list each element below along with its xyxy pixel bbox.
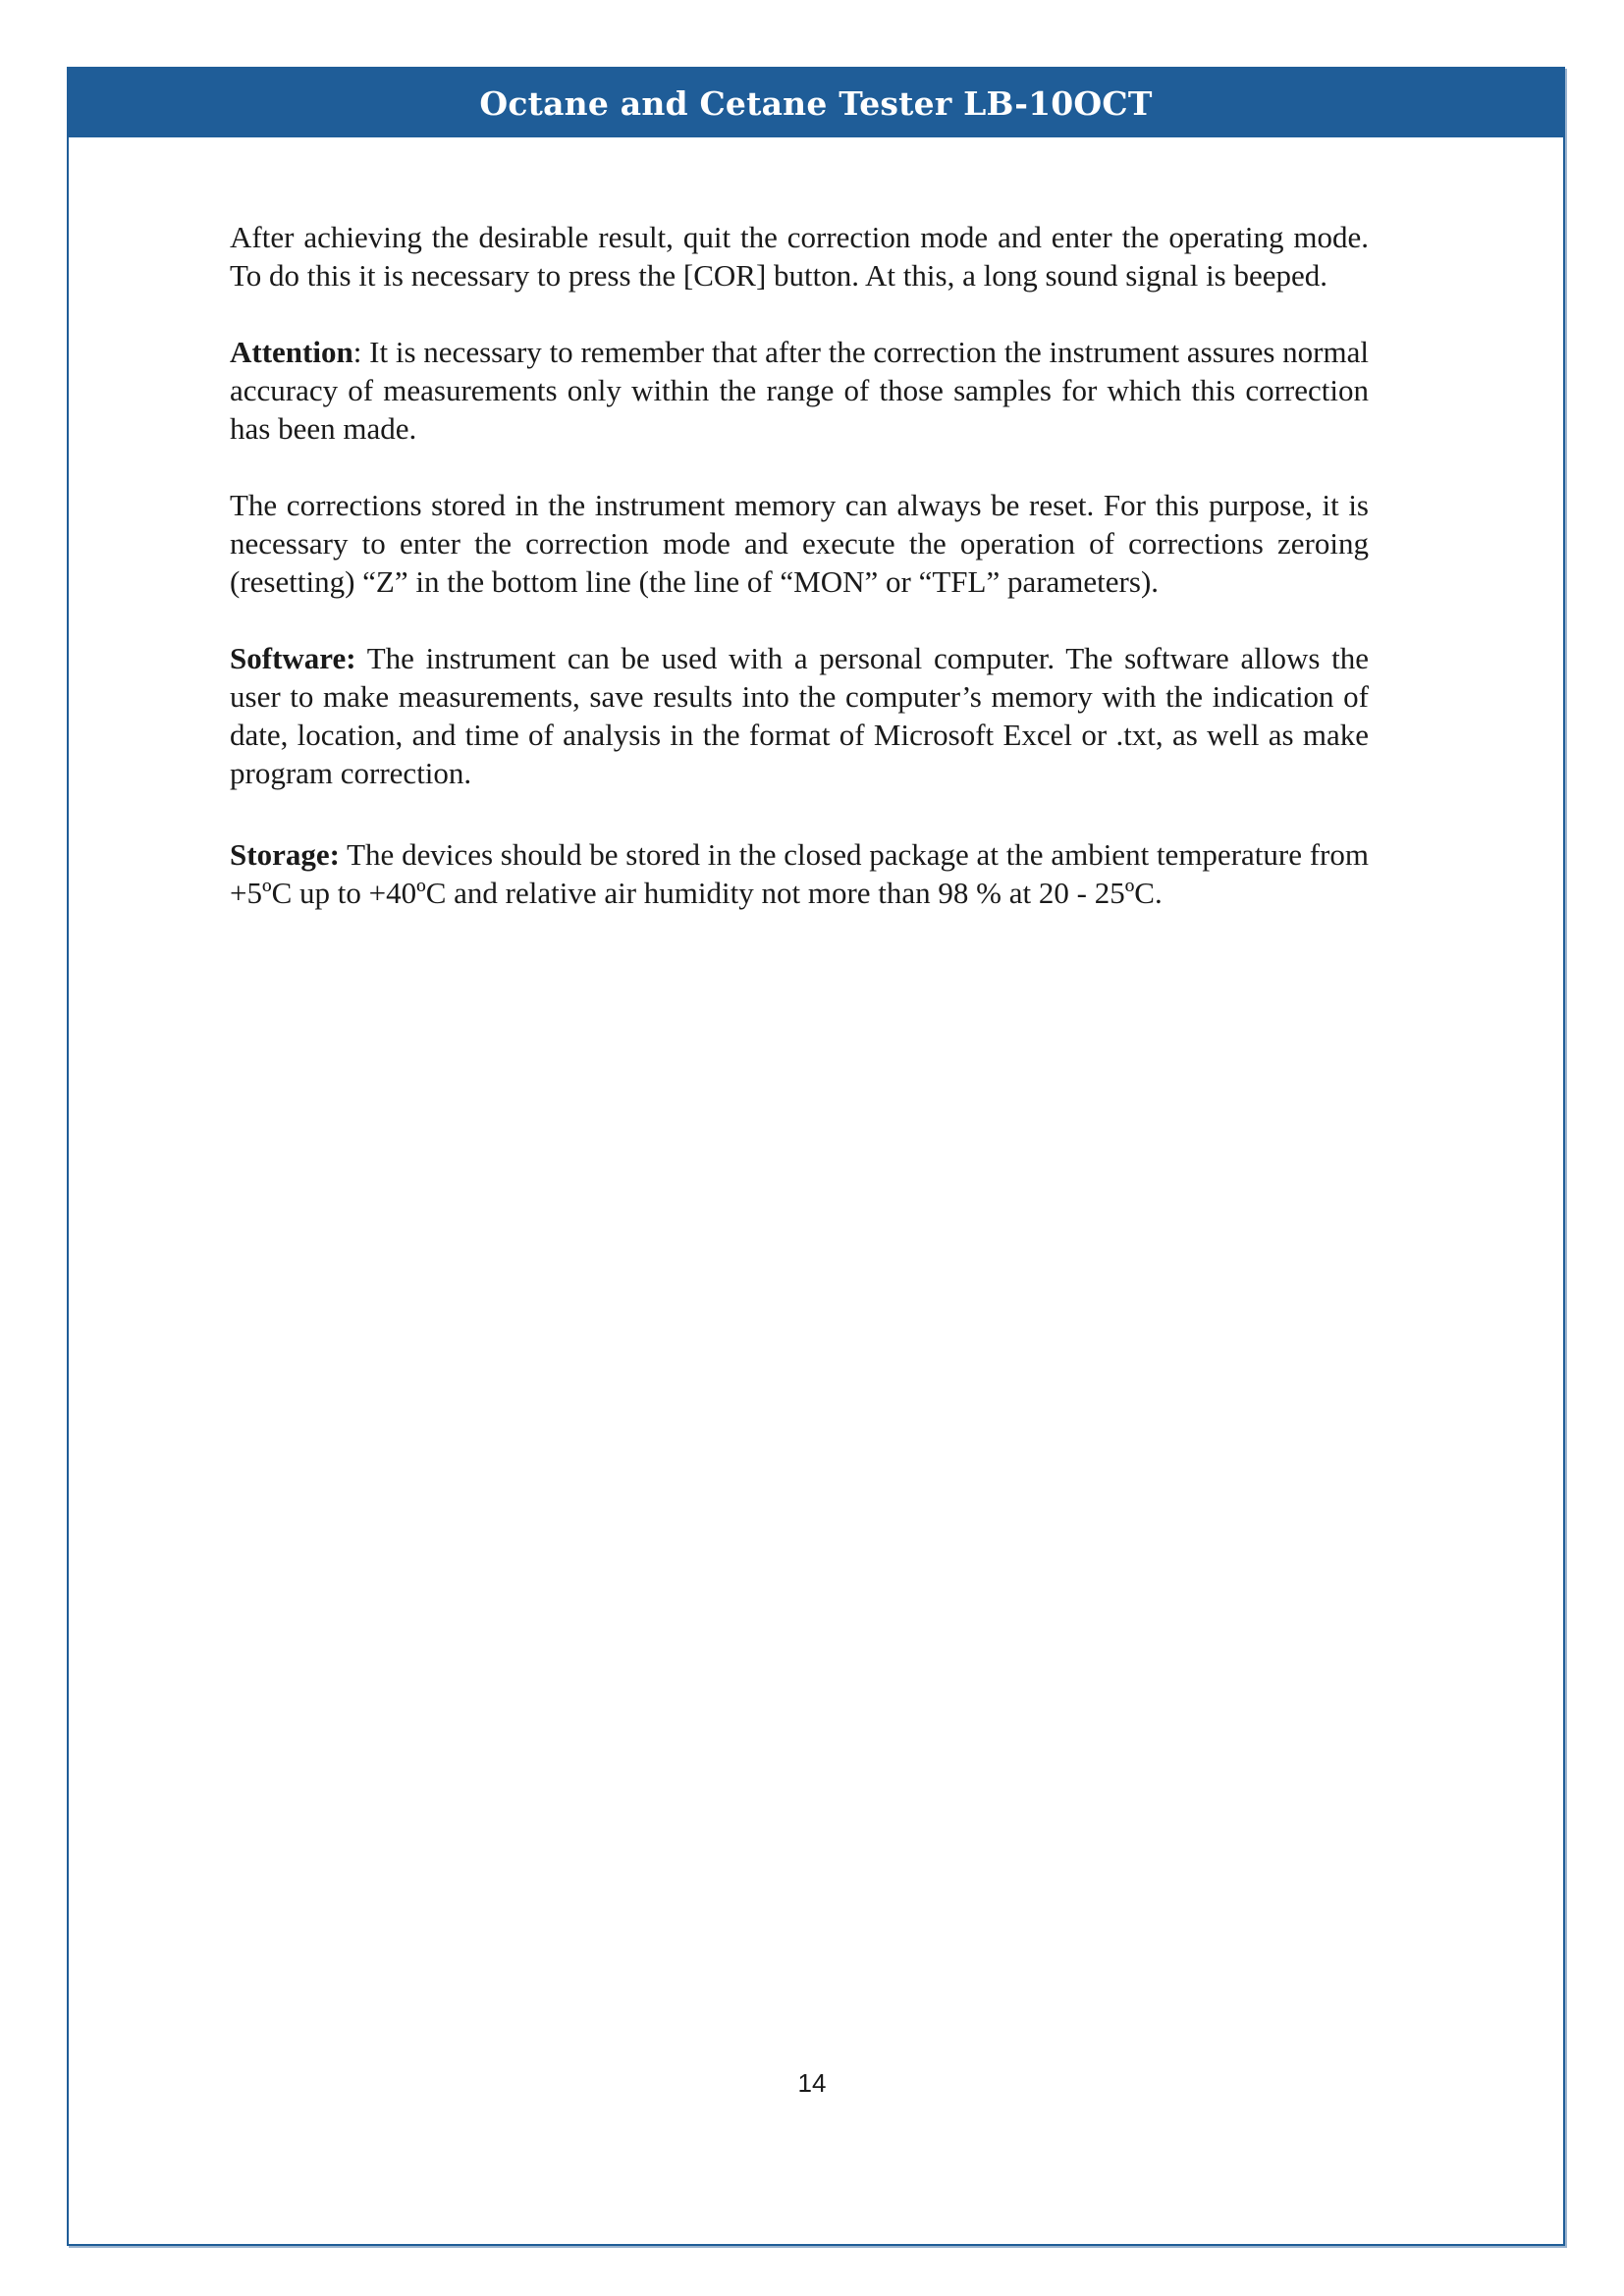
paragraph-text: The corrections stored in the instrument memory can always be reset. For this purpose, it is necessary to enter the correction mode and execute the operation of corrections zeroing (resetting) “Z” in the bottom line (the line of “MON” or “TFL” parameters). — [230, 488, 1369, 599]
paragraph-attention — [230, 333, 1369, 448]
document-body — [230, 218, 1369, 950]
paragraph-heading: Storage: — [230, 837, 340, 872]
paragraph-reset-corrections — [230, 486, 1369, 601]
paragraph-text: The instrument can be used with a personal computer. The software allows the user to make measurements, save results into the computer’s memory with the indication of date, location, and time of analysis in the format of Microsoft Excel or .txt, as well as make program correction. — [230, 641, 1369, 790]
paragraph-correction-exit — [230, 218, 1369, 294]
paragraph-heading: Attention — [230, 335, 353, 369]
paragraph-text: : It is necessary to remember that after the correction the instrument assures normal accuracy of measurements only within the range of those samples for which this correction has been made. — [230, 335, 1369, 446]
paragraph-storage — [230, 835, 1369, 912]
page-number: 14 — [797, 2068, 827, 2098]
document-title: Octane and Cetane Tester LB-10OCT — [479, 83, 1153, 123]
paragraph-heading: Software: — [230, 641, 356, 675]
header-bar — [69, 69, 1563, 137]
paragraph-text: After achieving the desirable result, quit the correction mode and enter the operating mode. To do this it is necessary to press the [COR] button. At this, a long sound signal is beeped. — [230, 220, 1369, 293]
paragraph-software — [230, 639, 1369, 792]
paragraph-text: The devices should be stored in the closed package at the ambient temperature from +5ºC up to +40ºC and relative air humidity not more than 98 % at 20 - 25ºC. — [230, 837, 1369, 910]
